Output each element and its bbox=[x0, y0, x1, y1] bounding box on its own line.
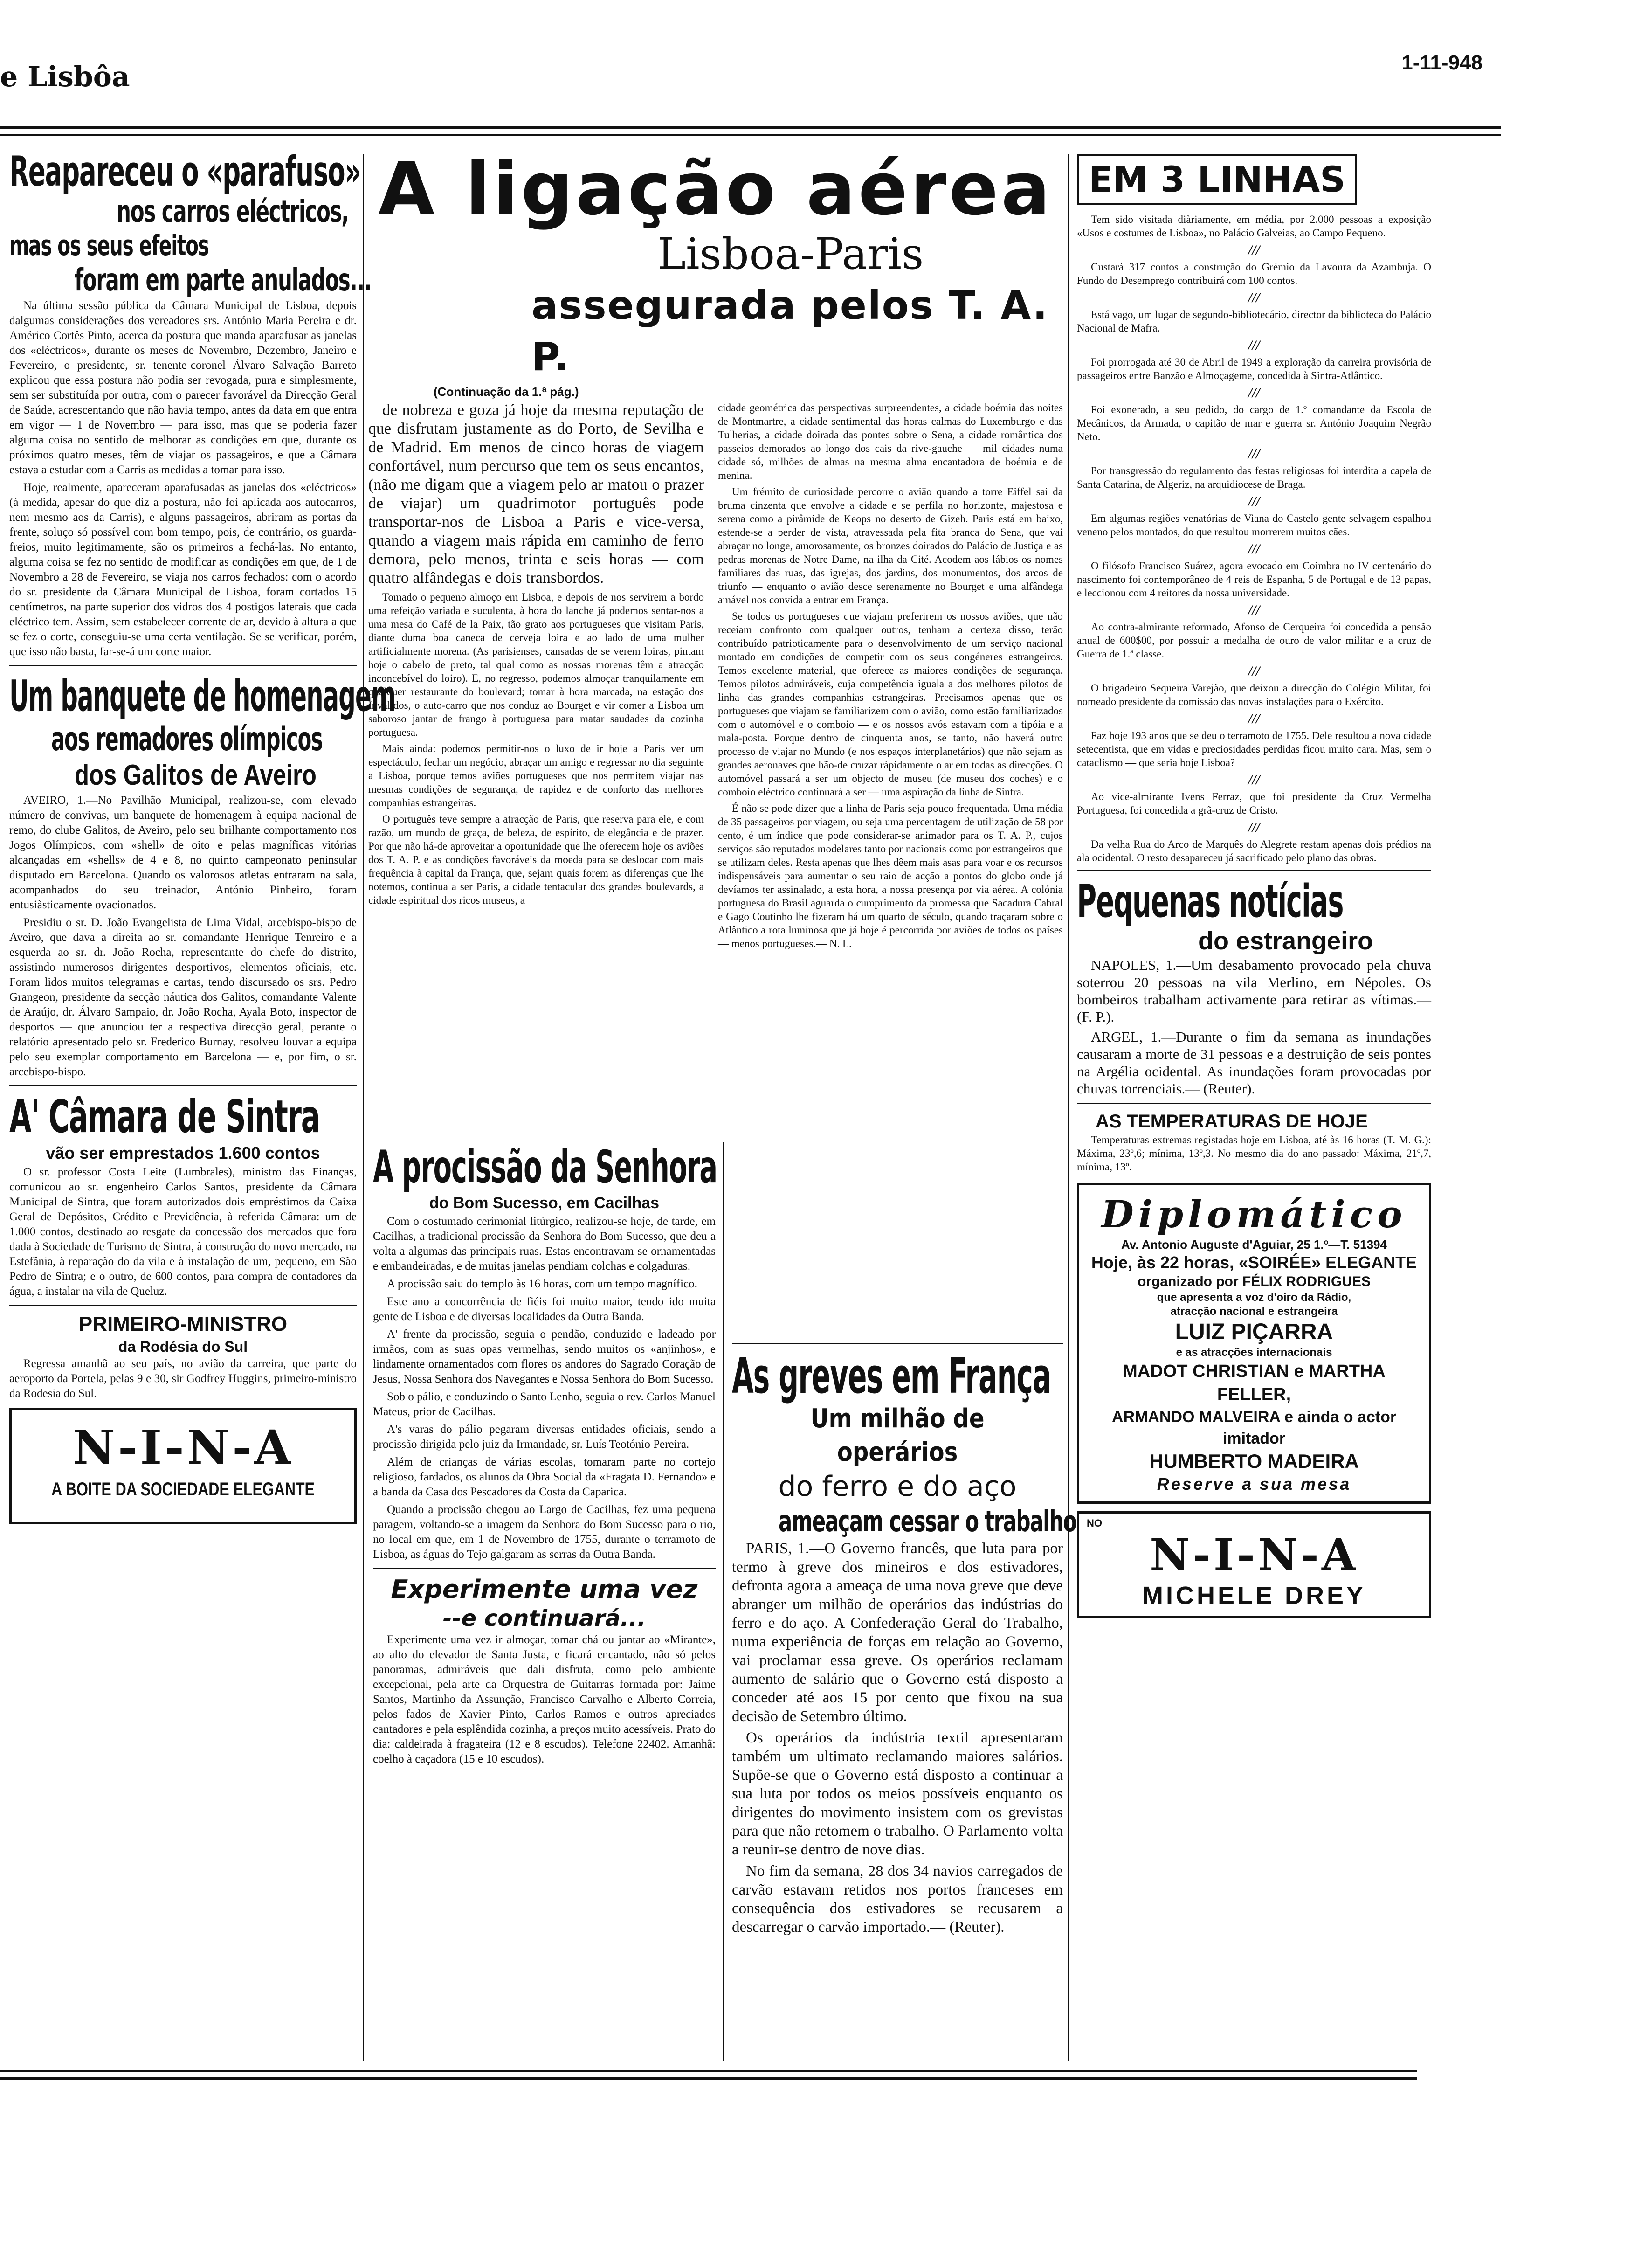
em-3-linhas-title: EM 3 LINHAS bbox=[1077, 154, 1357, 205]
brief-item: Está vago, um lugar de segundo-bibliotecário, director da biblioteca do Palácio Nacional de Mafra. bbox=[1077, 309, 1431, 334]
headline: foram em parte anulados... bbox=[75, 262, 372, 298]
greves-column bbox=[732, 1343, 1076, 2061]
paragraph: A procissão saiu do templo às 16 horas, com um tempo magnífico. bbox=[387, 1278, 697, 1290]
brief-item: Tem sido visitada diàriamente, em média, por 2.000 pessoas a exposição «Usos e costumes de Lisboa», no Palácio Galveias, ao Campo Pequeno. bbox=[1077, 214, 1431, 239]
brief-item: Da velha Rua do Arco de Marquês do Alegrete restam apenas dois prédios na ala ocidental. O resto desapareceu já sacrificado pelo plano das obras. bbox=[1077, 838, 1431, 864]
paragraph: cidade geométrica das perspectivas surpreendentes, a cidade boémia das noites de Montmartre, a cidade sentimental das horas calmas do Luxemburgo e das Tulherias, a cidade doirada das pontes sobre o Sena, a cidade romântica dos passeios demorados ao longo dos cais da rive-gauche — mil cidades numa cidade só, milhões de almas na mesma alma encantadora de boémia e de menina. bbox=[718, 402, 1063, 481]
main-article bbox=[368, 146, 1063, 1138]
ad-line: organizado por FÉLIX RODRIGUES bbox=[1137, 1274, 1371, 1289]
ad-label: NO bbox=[1087, 1517, 1102, 1529]
brief-item: O filósofo Francisco Suárez, agora evocado em Coimbra no IV centenário do nascimento foi contemporâneo de 4 reis de Espanha, 5 de Portugal e de 13 papas, e leccionou com 4 reitores da nossa universidade. bbox=[1077, 560, 1431, 599]
headline: Experimente uma vez bbox=[391, 1575, 698, 1604]
article-banquete bbox=[9, 671, 396, 1079]
ad-line: Hoje, às 22 horas, «SOIRÉE» ELEGANTE bbox=[1091, 1253, 1417, 1272]
paragraph: ARGEL, 1.—Durante o fim da semana as inundações causaram a morte de 31 pessoas e a destruição de seis pontes na Argélia ocidental. As inundações foram provocadas por chuvas torrenciais.— (Reuter). bbox=[1077, 1029, 1431, 1097]
temperature-box bbox=[1077, 1110, 1431, 1174]
paragraph: Além de crianças de várias escolas, tomaram parte no cortejo religioso, fardados, os alunos da Obra Social da «Fragata D. Fernando» e a banda da Casa dos Pescadores da Costa da Caparica. bbox=[373, 1456, 716, 1498]
headline: ameaçam cessar o trabalho bbox=[779, 1504, 1076, 1538]
headline: PRIMEIRO-MINISTRO bbox=[78, 1313, 288, 1335]
headline: dos Galitos de Aveiro bbox=[75, 759, 317, 791]
brief-item: Em algumas regiões venatórias de Viana do Castelo gente selvagem espalhou veneno pelos montados, do que resultou morrerem muitos cães. bbox=[1077, 512, 1431, 538]
article-primeiro-ministro bbox=[9, 1312, 357, 1401]
paragraph: Com o costumado cerimonial litúrgico, realizou-se hoje, de tarde, em Cacilhas, a tradicional procissão da Senhora do Bom Sucesso, que deu a volta a algumas das principais ruas. Estas encontravam-se ornamentadas e embandeiradas, e de muitas janelas pendiam colchas e colgaduras. bbox=[373, 1215, 716, 1272]
column-divider bbox=[1068, 154, 1069, 2061]
brief-separator: /// bbox=[1248, 664, 1260, 679]
subheadline: vão ser emprestados 1.600 contos bbox=[46, 1143, 320, 1162]
ad-line: atracção nacional e estrangeira bbox=[1170, 1305, 1338, 1318]
paragraph: Na última sessão pública da Câmara Municipal de Lisboa, depois dalgumas considerações dos vereadores srs. António Maria Pereira e dr. Américo Cortês Pinto, acerca da postura que manda aparafusar as janelas dos «eléctricos», durante os meses de Novembro, Dezembro, Janeiro e Fevereiro, o presidente, sr. tenente-coronel Álvaro Salvação Barreto explicou que essa postura não podia ser revogada, pura e simplesmente, sem ser substituída por outra, com o parecer favorável da Direcção Geral de Saúde, acrescentando que não havia tempo, antes da data em que entra em vigor — 1 de Novembro — para isso, mas que se poderia fazer alguma coisa no sentido de melhorar as condições em que, durante os próximos quatro meses, têm de viajar os passageiros, e que a Câmara estava a estudar com a Carris as medidas a tomar para isso. bbox=[9, 299, 357, 476]
brief-separator: /// bbox=[1248, 290, 1260, 305]
masthead-title: e Lisbôa bbox=[0, 61, 130, 93]
left-column bbox=[9, 147, 396, 2061]
headline: Um banquete de homenagem bbox=[9, 671, 396, 721]
nina-logo: N-I-N-A bbox=[1150, 1529, 1358, 1581]
paragraph: É não se pode dizer que a linha de Paris seja pouco frequentada. Uma média de 35 passageiros por viagem, ou seja uma percentagem de utilização de 58 por cento, é um índice que pode considerar-se animador para os T. A. P., cujos serviços são reputados modelares tanto por nacionais como por estrangeiros que se utilizam deles. Resta apenas que lhes dêem mais asas para voar e os recursos indispensáveis para aumentar o seu raio de acção a pontos do globo onde já devíamos ter assinalado, a esta hora, a nossa presença por via aérea. A colónia portuguesa do Brasil aguarda o cumprimento da promessa que Sacadura Cabral e Gago Coutinho lhe fizeram há um quarto de século, quando traçaram sobre o Atlântico a rota luminosa que já hoje é percorrida por aviões de todos os países — menos portugueses.— N. L. bbox=[718, 802, 1063, 949]
brief-item: O brigadeiro Sequeira Varejão, que deixou a direcção do Colégio Militar, foi nomeado presidente da comissão das novas instalações para o Exército. bbox=[1077, 682, 1431, 707]
ad-line: Av. Antonio Auguste d'Aguiar, 25 1.º—T. 51394 bbox=[1121, 1238, 1387, 1252]
paragraph: O português teve sempre a atracção de Paris, que reserva para ele, e com razão, um mundo de graça, de beleza, de espírito, de elegância e de prazer. Por que não há-de aproveitar a oportunidade que lhe oferecem hoje os aviões dos T. A. P. e as condições favoráveis da moeda para se deslocar com mais frequência à capital da França, que, sejam quais forem as diferenças que lhe notemos, continua a ser Paris, a cidade tentacular dos grandes boulevards, a cidade espiritual dos ricos museus, a bbox=[368, 813, 704, 906]
headline: mas os seus efeitos bbox=[9, 229, 209, 262]
article-experimente bbox=[373, 1575, 716, 1767]
brief-separator: /// bbox=[1248, 602, 1260, 618]
subheadline: do estrangeiro bbox=[1198, 927, 1373, 955]
em-3-linhas-list bbox=[1077, 213, 1431, 864]
brief-item: Foi exonerado, a seu pedido, do cargo de 1.º comandante da Escola de Mecânicos, da Armada, o capitão de mar e guerra sr. António Joaquim Negrão Neto. bbox=[1077, 404, 1431, 443]
column-divider bbox=[723, 1142, 724, 2061]
paragraph: AVEIRO, 1.—No Pavilhão Municipal, realizou-se, com elevado número de convivas, um banquete de homenagem à equipa nacional de remo, do clube Galitos, de Aveiro, pelo seu brilhante comportamento nos Jogos Olímpicos, com «shell» de oito e pelas magníficas vitórias alcançadas em «shells» de 4 e 8, no quinto campeonato peninsular disputado em Barcelona. Quando os valorosos atletas entraram na sala, acompanhados do seu treinador, António Pinheiro, foram entusiàsticamente ovacionados. bbox=[9, 794, 357, 911]
ad-line: Reserve a sua mesa bbox=[1157, 1474, 1351, 1494]
article-sintra bbox=[9, 1092, 357, 1299]
brief-separator: /// bbox=[1248, 494, 1260, 509]
nina-ad bbox=[9, 1408, 357, 1524]
separator bbox=[1077, 870, 1431, 871]
diplomatico-logo: Diplomático bbox=[1101, 1192, 1407, 1236]
brief-separator: /// bbox=[1248, 385, 1260, 401]
paragraph: Experimente uma vez ir almoçar, tomar chá ou jantar ao «Mirante», ao alto do elevador de Santa Justa, e ficará encantado, não só pelos panoramas, admiráveis que dali disfruta, como pelo ambiente excepcional, pela arte da Orquestra de Guitarras formada por: Jaime Santos, Martinho da Assunção, Francisco Carvalho e Alberto Correia, pelos fados de Xavier Pinto, Carlos Ramos e outros apreciados cantadores e pela esplêndida cozinha, a preços muito acessíveis. Prato do dia: caldeirada à fragateira (12 e 8 escudos). Telefone 22402. Amanhã: coelho à caçadora (15 e 10 escudos). bbox=[373, 1633, 716, 1765]
paragraph: de nobreza e goza já hoje da mesma reputação de que disfrutam justamente as do Porto, de Sevilha e de Madrid. Em menos de cinco horas de viagem confortável, num percurso que tem os seus encantos, (não me digam que a viagem pelo ar matou o prazer de viajar) um quadrimotor português pode transportar-nos de Lisboa a Paris e vice-versa, quando a viagem mais rápida em caminho de ferro demora, pelo menos, trinta e seis horas — com quatro alfândegas e dois transbordos. bbox=[368, 401, 704, 587]
brief-separator: /// bbox=[1248, 772, 1260, 788]
ad-line: HUMBERTO MADEIRA bbox=[1149, 1450, 1359, 1472]
masthead-date: 1-11-948 bbox=[1401, 51, 1482, 74]
paragraph: Este ano a concorrência de fiéis foi muito maior, tendo ido muita gente de Lisboa e de diversas localidades da Outra Banda. bbox=[373, 1295, 716, 1323]
brief-item: Foi prorrogada até 30 de Abril de 1949 a exploração da carreira provisória de passageiros entre Banzão e Almoçageme, concedida à Sintra-Atlântico. bbox=[1077, 356, 1431, 381]
paragraph: Quando a procissão chegou ao Largo de Cacilhas, fez uma pequena paragem, voltando-se a imagem da Senhora do Bom Sucesso para o rio, no local em que, em 1 de Novembro de 1755, durante o terramoto de Lisboa, as águas do Tejo galgaram as serras da Outra Banda. bbox=[373, 1503, 716, 1561]
article-parafuso bbox=[9, 147, 372, 659]
paragraph: Hoje, realmente, apareceram aparafusadas as janelas dos «eléctricos» (à medida, apesar do que diz a postura, não foi aplicada aos autocarros, nem mesmo aos da Carris), e alguns passageiros, abriram as portas da frente, soluço só possível com bom tempo, pois, de contrário, os guarda-freios, muito legitimamente, são os primeiros a fechá-las. No entanto, alguma coisa se fez no sentido de modificar as condições em que, de 1 de Novembro a 28 de Fevereiro, se viaja nos carros fechados: com o acordo do sr. presidente da Câmara Municipal de Lisboa, foram cortados 15 centímetros, na parte superior dos vidros dos 4 postigos laterais que cada eléctrico tem. Assim, sem estabelecer corrente de ar, devido à altura a que se fez o corte, conseguiu-se uma certa ventilação. Se se verificar, porém, que isso não basta, far-se-á um corte maior. bbox=[9, 481, 357, 658]
paragraph: No fim da semana, 28 dos 34 navios carregados de carvão estavam retidos nos portos franceses em consequência dos estivadores se recusarem a descarregar o carvão importado.— (Reuter). bbox=[732, 1863, 1063, 1936]
column-divider bbox=[363, 154, 364, 2061]
separator bbox=[9, 1085, 357, 1086]
brief-item: Faz hoje 193 anos que se deu o terramoto de 1755. Dele resultou a nova cidade setecentista, que em vidas e preciosidades perdidas ficou muito cara. Mas, sem o cataclismo — que seria hoje Lisboa? bbox=[1077, 730, 1431, 768]
main-subhead: Lisboa-Paris bbox=[657, 229, 924, 279]
nina-michele-ad bbox=[1077, 1511, 1431, 1618]
article-procissao bbox=[373, 1142, 716, 1562]
nina-tagline: A BOITE DA SOCIEDADE ELEGANTE bbox=[51, 1479, 315, 1500]
headline: Um milhão de operários bbox=[810, 1404, 985, 1467]
right-column bbox=[1077, 154, 1431, 2061]
headline: aos remadores olímpicos bbox=[51, 720, 323, 758]
main-right-column bbox=[718, 401, 1063, 953]
diplomatico-ad bbox=[1077, 1183, 1431, 1504]
brief-separator: /// bbox=[1248, 242, 1260, 258]
headline: --e continuará... bbox=[442, 1605, 646, 1632]
bottom-rule bbox=[0, 2070, 1417, 2080]
article-pequenas-noticias bbox=[1077, 877, 1431, 1097]
nina-logo: N-I-N-A bbox=[72, 1420, 294, 1475]
paragraph: Regressa amanhã ao seu país, no avião da carreira, que parte do aeroporto da Portela, pelas 9 e 30, sir Godfrey Huggins, primeiro-ministro da Rodesia do Sul. bbox=[9, 1357, 357, 1400]
temperature-title: AS TEMPERATURAS DE HOJE bbox=[1096, 1111, 1368, 1132]
headline: As greves em França bbox=[732, 1348, 1051, 1404]
brief-separator: /// bbox=[1248, 541, 1260, 557]
brief-item: Custará 317 contos a construção do Grémio da Lavoura da Azambuja. O Fundo do Desemprego contribuirá com 100 contos. bbox=[1077, 261, 1431, 286]
paragraph: Tomado o pequeno almoço em Lisboa, e depois de nos servirem a bordo uma refeição variada e suculenta, à hora do lanche já podemos sentar-nos a uma mesa do Café de la Paix, tão grato aos portugueses que visitam Paris, diante duma boa caneca de cerveja loira e ao lado de uma mulher artificialmente morena. (As parisienses, cansadas de se verem loiras, pintam hoje o cabelo de preto, tal qual como as nossas morenas têm a atracção inconcebível do loiro). E, no regresso, podemos almoçar tranquilamente em qualquer restaurante do boulevard; tomar à hora marcada, na estação dos Inválidos, o auto-carro que nos conduz ao Bourget e vir comer a Lisboa um saboroso jantar de frango à portuguesa para matar saudades da cozinha portuguesa. bbox=[368, 591, 704, 738]
paragraph: Presidiu o sr. D. João Evangelista de Lima Vidal, arcebispo-bispo de Aveiro, que dava a direita ao sr. comandante Henrique Tenreiro e a esquerda ao sr. dr. João Rocha, representante do chefe do distrito, assistindo numerosos dirigentes desportivos, elementos oficiais, etc. Foram lidos muitos telegramas e cartas, tendo discursado os srs. Pedro Grangeon, presidente da secção náutica dos Galitos, comandante Valente de Araújo, dr. Álvaro Sampaio, dr. João Rocha, Ayala Boto, inspector de desportos — que anunciou ter a respectiva direcção geral, perante o relatório apresentado pelo sr. Frederico Burnay, resolveu louvar a equipa pelo seu exemplar comportamento em Barcelona — e, por fim, o sr. arcebispo-bispo. bbox=[9, 916, 357, 1078]
brief-item: Ao vice-almirante Ivens Ferraz, que foi presidente da Cruz Vermelha Portuguesa, foi concedida a grã-cruz de Cristo. bbox=[1077, 791, 1431, 816]
separator bbox=[732, 1343, 1063, 1344]
paragraph: Temperaturas extremas registadas hoje em Lisboa, até às 16 horas (T. M. G.): Máxima, 23º,6; mínima, 13º,3. No mesmo dia do ano passado: Máxima, 21º,7, mínima, 13º. bbox=[1077, 1134, 1431, 1173]
ad-line: ARMANDO MALVEIRA e ainda o actor imitador bbox=[1111, 1408, 1397, 1447]
paragraph: O sr. professor Costa Leite (Lumbrales), ministro das Finanças, comunicou ao sr. engenheiro Carlos Santos, presidente da Câmara Municipal de Sintra, que foram autorizados dois empréstimos da Caixa Geral de Depósitos, Crédito e Previdência, à referida Câmara: um de 1.000 contos, destinado ao resgate da concessão dos mercados que fora dada à Sociedade de Turismo de Sintra, à construção do novo mercado, na Estefânia, à reparação do da vila e à instalação de um, pequeno, em São Pedro de Sintra; e o outro, de 600 contos, para compra de contadores da água, a instalar na vila de Queluz. bbox=[9, 1166, 357, 1298]
ad-line: que apresenta a voz d'oiro da Rádio, bbox=[1157, 1291, 1351, 1304]
subheadline: do Bom Sucesso, em Cacilhas bbox=[429, 1194, 660, 1212]
ad-line: MADOT CHRISTIAN e MARTHA FELLER, bbox=[1123, 1362, 1386, 1404]
brief-separator: /// bbox=[1248, 338, 1260, 353]
brief-item: Por transgressão do regulamento das festas religiosas foi interdita a capela de Santa Catarina, de Algeriz, na arquidiocese de Braga. bbox=[1077, 465, 1431, 490]
performer-name: MICHELE DREY bbox=[1142, 1582, 1366, 1610]
paragraph: Sob o pálio, e conduzindo o Santo Lenho, seguia o rev. Carlos Manuel Mateus, prior de Cacilhas. bbox=[373, 1390, 716, 1418]
brief-separator: /// bbox=[1248, 711, 1260, 726]
headline: do ferro e do aço bbox=[778, 1470, 1017, 1503]
headline: A procissão da Senhora bbox=[373, 1141, 717, 1193]
headline: A' Câmara de Sintra bbox=[9, 1091, 320, 1143]
paragraph: Um frémito de curiosidade percorre o avião quando a torre Eiffel sai da bruma cinzenta que envolve a cidade e se perfila no horizonte, majestosa e serena como a pirâmide de Keops no deserto de Gizeh. Paris está em baixo, estende-se a perder de vista, atravessada pela fita branca do Sena, que vai abraçar no longe, amorosamente, os bronzes doirados do Palácio de Justiça e as pedras morenas de Notre Dame, na ilha da Cité. Acodem aos lábios os nomes familiares das ruas, das igrejas, dos jardins, dos monumentos, dos arcos de triunfo — enquanto o avião desce serenamente no Bourget e uma alfândega amável nos convida a entrar em França. bbox=[718, 486, 1063, 606]
continuation-note: (Continuação da 1.ª pág.) bbox=[434, 385, 579, 399]
subheadline: da Rodésia do Sul bbox=[118, 1338, 248, 1355]
separator bbox=[373, 1568, 716, 1569]
main-left-column bbox=[368, 401, 704, 953]
top-rule bbox=[0, 126, 1501, 136]
brief-separator: /// bbox=[1248, 446, 1260, 462]
paragraph: Se todos os portugueses que viajam preferirem os nossos aviões, que não receiam confronto com qualquer outros, tenham a certeza disso, terão contribuído patrioticamente para o desenvolvimento de um serviço nacional montado em condições de competir com os seus congéneres estrangeiros. Temos excelente material, que oferece as maiores condições de segurança. Temos pilotos admiráveis, cuja competência iguala a dos melhores pilotos de linha das grandes companhias estrangeiras. Precisamos apenas que os portugueses que viajam se familiarizem com o avião, como estão familiarizados com o automóvel e o comboio — e os nossos avós estavam com a tipóia e a mala-posta. Porque dentro de cinquenta anos, se tanto, não haverá outro processo de viajar no Mundo (e nos espaços interplanetários) que não sejam as grandes aeronaves que hão-de cruzar ràpidamente o ar em todas as direcções. O automóvel passará a ser um objecto de museu (de museu dos coches) e o comboio eléctrico continuará a ser — uma aspiração da linha de Sintra. bbox=[718, 610, 1063, 798]
paragraph: NAPOLES, 1.—Um desabamento provocado pela chuva soterrou 20 pessoas na vila Merlino, em Népoles. Os bombeiros trabalham activamente para retirar as vítimas.— (F. P.). bbox=[1077, 957, 1431, 1025]
paragraph: Os operários da indústria textil apresentaram também um ultimato reclamando maiores salários. Supõe-se que o Governo está disposto a continuar a sua luta por todos os meios possíveis enquanto os dirigentes do movimento insistem com os grevistas para que não retomem o trabalho. O Parlamento volta a reunir-se dentro de nove dias. bbox=[732, 1729, 1063, 1858]
main-subhead: assegurada pelos T. A. P. bbox=[531, 283, 1048, 380]
main-headline: A ligação aérea bbox=[378, 146, 1053, 231]
separator bbox=[9, 665, 357, 666]
ad-line: e as atracções internacionais bbox=[1176, 1346, 1332, 1359]
middle-column bbox=[373, 1142, 716, 2061]
paragraph: A' frente da procissão, seguia o pendão, conduzido e ladeado por irmãos, com as suas opas vermelhas, sendo muitos os «anjinhos», e lindamente ornamentados com flores os andores do Sagrado Coração de Jesus, Nossa Senhora dos Navegantes e Nossa Senhora do Bom Sucesso. bbox=[373, 1328, 716, 1385]
paragraph: Mais ainda: podemos permitir-nos o luxo de ir hoje a Paris ver um espectáculo, fechar um negócio, abraçar um amigo e regressar no dia seguinte a Lisboa, porque temos aviões portugueses que nos permitem viajar nas mesmas condições de segurança, de rapidez e de conforto das melhores companhias estrangeiras. bbox=[368, 743, 704, 809]
headline: Reapareceu o «parafuso» bbox=[9, 147, 361, 195]
ad-line: LUIZ PIÇARRA bbox=[1175, 1320, 1333, 1344]
paragraph: A's varas do pálio pegaram diversas entidades oficiais, sendo a procissão dirigida pelo juiz da Irmandade, sr. Luís Teotónio Pereira. bbox=[373, 1423, 716, 1451]
brief-separator: /// bbox=[1248, 820, 1260, 835]
headline: nos carros eléctricos, bbox=[117, 194, 349, 229]
headline: Pequenas notícias bbox=[1077, 875, 1344, 927]
paragraph: PARIS, 1.—O Governo francês, que luta para por termo à greve dos mineiros e dos estivadores, defronta agora a ameaça de uma nova greve que deve abranger um milhão de operários das indústrias do ferro e do aço. A Confederação Geral do Trabalho, numa experiência de forças em relação ao Governo, vai proclamar essa greve. Os operários reclamam aumento de salário que o Governo está disposto a conceder até aos 15 por cento que fixou na sua decisão de Setembro último. bbox=[732, 1540, 1063, 1725]
brief-item: Ao contra-almirante reformado, Afonso de Cerqueira foi concedida a pensão anual de 600$00, por possuir a medalha de ouro de valor militar e a cruz de Guerra de 1.ª classe. bbox=[1077, 621, 1431, 660]
separator bbox=[1077, 1103, 1431, 1104]
separator bbox=[9, 1305, 357, 1306]
